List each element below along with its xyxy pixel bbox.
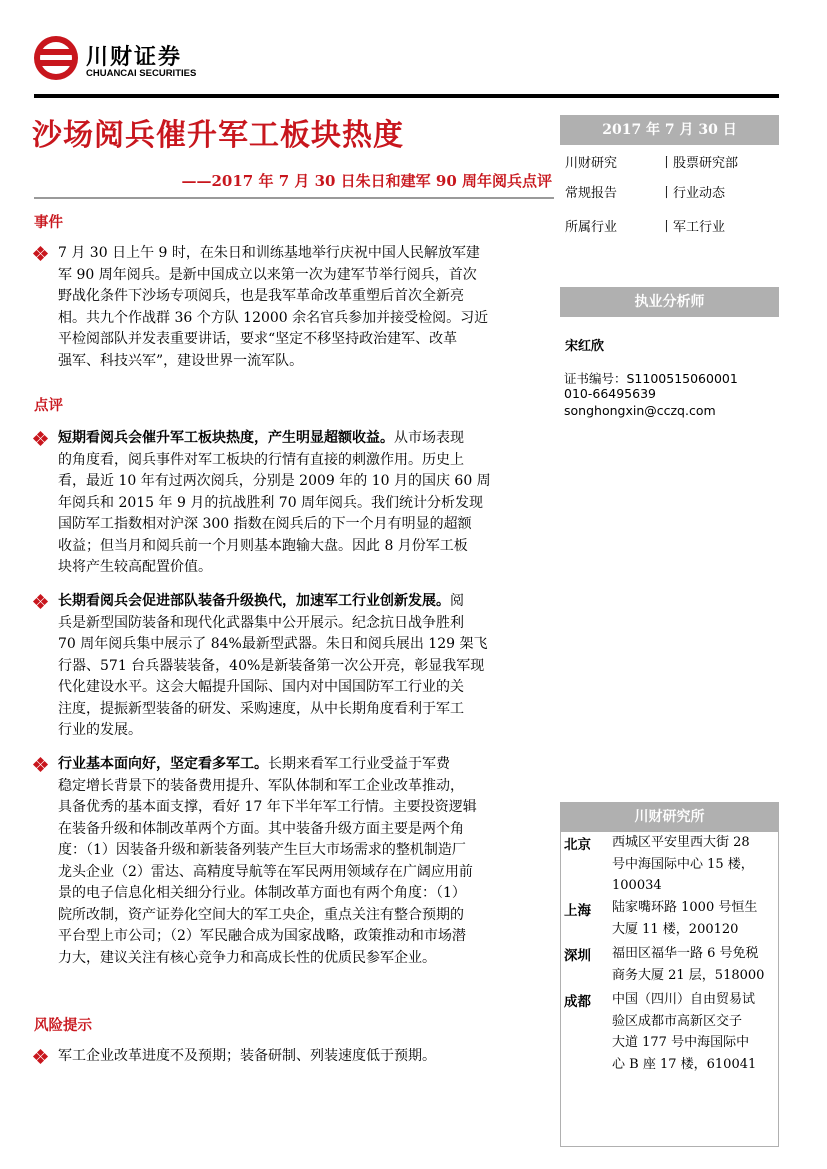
- address-line: 100034: [612, 878, 662, 893]
- risk-text: 军工企业改革进度不及预期；装备研制、列装速度低于预期。: [58, 1048, 436, 1064]
- address-line: 大道 177 号中海国际中: [612, 1035, 750, 1050]
- comment-line: 代化建设水平。这会大幅提升国际、国内对中国国防军工行业的关: [58, 679, 464, 695]
- address-line: 号中海国际中心 15 楼，: [612, 856, 754, 872]
- address-line: 福田区福华一路 6 号免税: [612, 946, 759, 961]
- address-line: 西城区平安里西大街 28: [612, 835, 750, 850]
- comment-line: 行器、571 台兵器装装备，40%是新装备第一次公开亮，彰显我军现: [58, 657, 485, 674]
- office-city: 北京: [564, 837, 591, 853]
- comment-line: 收益；但当月和阅兵前一个月则基本跑输大盘。因此 8 月份军工板: [58, 537, 468, 554]
- office-city: 上海: [564, 903, 591, 919]
- meta-label: 川财研究: [565, 156, 618, 171]
- analyst-phone: 010-66495639: [564, 386, 656, 401]
- address-line: 心 B 座 17 楼，610041: [612, 1056, 757, 1072]
- comment-line: 在装备升级和体制改革两个方面。其中装备升级方面主要是两个角: [58, 820, 464, 837]
- comment-point-3-rest: 长期来看军工行业受益于军费: [268, 756, 450, 772]
- comment-line: 稳定增长背景下的装备费用提升、军队体制和军工企业改革推动，: [58, 777, 464, 794]
- meta-label: 常规报告: [565, 186, 618, 201]
- event-paragraph: [58, 243, 542, 372]
- comment-point-1-rest: 从市场表现: [394, 430, 464, 446]
- report-date: 2017 年 7 月 30 日: [560, 115, 779, 145]
- event-heading: 事件: [34, 214, 63, 231]
- comment-line: 国防军工指数相对沪深 300 指数在阅兵后的下一个月有明显的超额: [58, 516, 472, 532]
- comment-line: 龙头企业（2）雷达、高精度导航等在军民两用领域存在广阔应用前: [58, 863, 473, 880]
- bullet-diamond-icon: [34, 758, 48, 772]
- event-line: 军 90 周年阅兵。是新中国成立以来第一次为建军节举行阅兵，首次: [58, 266, 477, 283]
- office-address: [612, 989, 780, 1075]
- company-logo-icon: [34, 36, 78, 80]
- bullet-diamond-icon: [34, 247, 48, 261]
- bullet-diamond-icon: [34, 1050, 48, 1064]
- meta-value: 丨军工行业: [660, 220, 726, 235]
- comment-line: 年阅兵和 2015 年 9 月的抗战胜利 70 周年阅兵。我们统计分析发现: [58, 494, 484, 511]
- header-divider: [34, 94, 779, 98]
- report-title: 沙场阅兵催升军工板块热度: [32, 118, 404, 153]
- address-line: 大厦 11 楼，200120: [612, 921, 739, 937]
- bullet-diamond-icon: [34, 432, 48, 446]
- comment-line: 景的电子信息化相关细分行业。体制改革方面也有两个角度：（1）: [58, 885, 466, 901]
- event-line: 强军、科技兴军”，建设世界一流军队。: [58, 352, 304, 369]
- analyst-cert: 证书编号：S1100515060001: [564, 371, 738, 386]
- comment-point-2: [58, 591, 542, 742]
- comment-line: 的角度看，阅兵事件对军工板块的行情有直接的刺激作用。历史上: [58, 451, 464, 468]
- comment-line: 平台型上市公司；（2）军民融合成为国家战略，政策推动和市场潜: [58, 928, 466, 944]
- comment-line: 看，最近 10 年有过两次阅兵，分别是 2009 年的 10 月的国庆 60 周: [58, 473, 491, 489]
- analyst-email[interactable]: songhongxin@cczq.com: [564, 403, 716, 418]
- brand-name-en: CHUANCAI SECURITIES: [86, 68, 197, 79]
- event-line: 野战化条件下沙场专项阅兵，也是我军革命改革重塑后首次全新亮: [58, 288, 464, 304]
- bullet-diamond-icon: [34, 595, 48, 609]
- comment-point-2-bold: 长期看阅兵会促进部队装备升级换代，加速军工行业创新发展。: [58, 593, 450, 609]
- office-address: [612, 897, 780, 940]
- comment-line: 注度，提振新型装备的研发、采购速度，从中长期角度看利于军工: [58, 700, 464, 717]
- event-line: 7 月 30 日上午 9 时，在朱日和训练基地举行庆祝中国人民解放军建: [58, 245, 480, 261]
- brand-name-cn: 川财证券: [86, 45, 183, 70]
- office-city: 深圳: [564, 948, 591, 964]
- analyst-heading: 执业分析师: [560, 287, 779, 317]
- comment-point-1-bold: 短期看阅兵会催升军工板块热度，产生明显超额收益。: [58, 430, 394, 446]
- address-line: 验区成都市高新区交子: [612, 1013, 743, 1029]
- report-subtitle: ——2017 年 7 月 30 日朱日和建军 90 周年阅兵点评: [181, 172, 552, 190]
- address-line: 商务大厦 21 层，518000: [612, 967, 765, 983]
- office-address: [612, 943, 780, 986]
- comment-line: 兵是新型国防装备和现代化武器集中公开展示。纪念抗日战争胜利: [58, 614, 464, 631]
- comment-line: 具备优秀的基本面支撑，看好 17 年下半年军工行情。主要投资逻辑: [58, 799, 477, 815]
- office-address: [612, 832, 780, 897]
- address-line: 陆家嘴环路 1000 号恒生: [612, 900, 758, 915]
- event-line: 平检阅部队并发表重要讲话，要求“坚定不移坚持政治建军、改革: [58, 331, 458, 347]
- comment-line: 力大，建议关注有核心竞争力和高成长性的优质民参军企业。: [58, 949, 436, 966]
- institute-heading: 川财研究所: [560, 802, 779, 832]
- comment-heading: 点评: [34, 397, 63, 414]
- comment-line: 院所改制，资产证券化空间大的军工央企，重点关注有整合预期的: [58, 906, 464, 923]
- comment-point-1: [58, 428, 542, 579]
- comment-point-3: [58, 754, 542, 969]
- comment-line: 行业的发展。: [58, 722, 142, 738]
- analyst-name: 宋红欣: [565, 339, 605, 354]
- comment-point-2-rest: 阅: [450, 593, 464, 609]
- risk-heading: 风险提示: [34, 1017, 92, 1034]
- office-city: 成都: [564, 994, 591, 1010]
- comment-line: 块将产生较高配置价值。: [58, 559, 212, 575]
- meta-value: 丨行业动态: [660, 186, 726, 201]
- event-line: 相。共九个作战群 36 个方队 12000 余名官兵参加并接受检阅。习近: [58, 309, 489, 326]
- meta-value: 丨股票研究部: [660, 156, 739, 171]
- comment-line: 70 周年阅兵集中展示了 84%最新型武器。朱日和阅兵展出 129 架飞: [58, 636, 488, 652]
- address-line: 中国（四川）自由贸易试: [612, 992, 756, 1007]
- comment-point-3-bold: 行业基本面向好，坚定看多军工。: [58, 756, 268, 772]
- meta-label: 所属行业: [565, 220, 618, 235]
- comment-line: 度：（1）因装备升级和新装备列装产生巨大市场需求的整机制造厂: [58, 842, 466, 858]
- title-divider: [34, 197, 554, 199]
